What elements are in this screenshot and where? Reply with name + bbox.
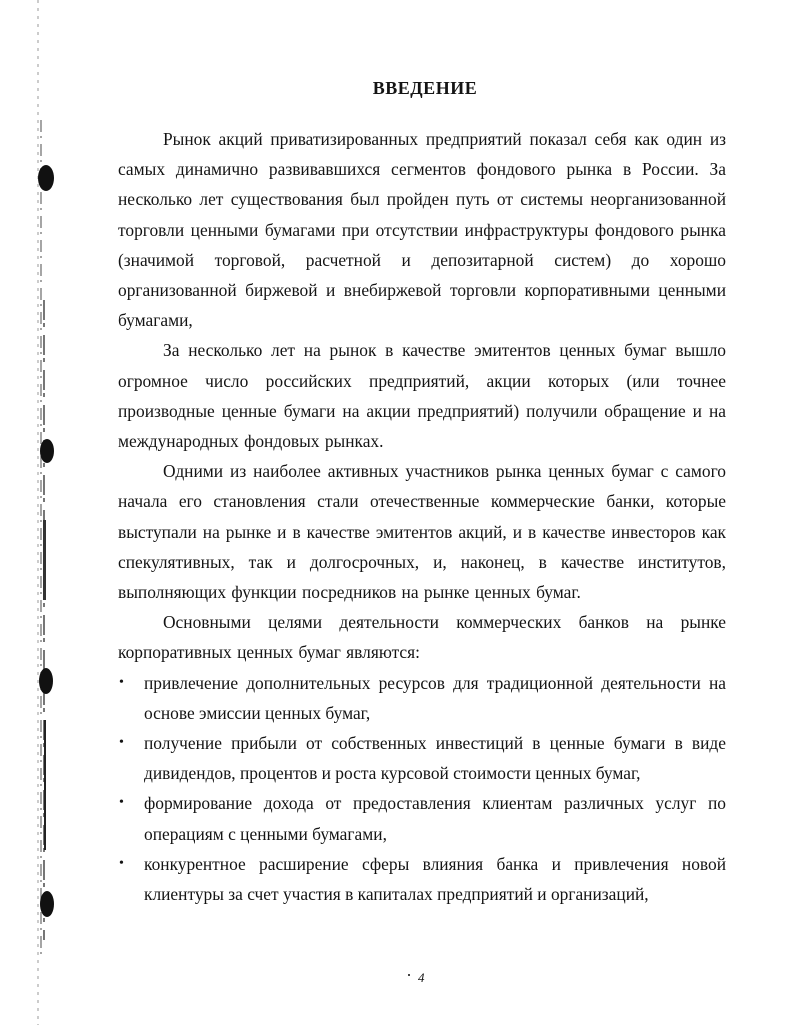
scan-margin-artifacts [0, 0, 70, 1025]
paragraph-1: Рынок акций приватизированных предприятий показал себя как один из самых динамично развивавшихся сегментов фондового рынка в России. За несколько лет существования был пройден путь от системы неорганизованной торговли ценными бумагами при отсутствии инфраструктуры фондового рынка (значимой торговой, расчетной и депозитарной систем) до хорошо организованной биржевой и внебиржевой торговли корпоративными ценными бумагами, [118, 129, 726, 331]
bullet-icon: • [119, 855, 124, 871]
list-item-text: привлечение дополнительных ресурсов для традиционной деятельности на основе эмиссии ценных бумаг, [144, 672, 726, 723]
bullet-icon: • [119, 795, 124, 811]
list-item [119, 788, 726, 848]
page-number: 4 [418, 970, 425, 985]
bullet-icon: • [119, 735, 124, 751]
scan-speck [408, 974, 410, 976]
list-item-text: формирование дохода от предоставления клиентам различных услуг по операциям с ценными бумагами, [144, 793, 726, 844]
paragraph-2: За несколько лет на рынок в качестве эмитентов ценных бумаг вышло огромное число российских предприятий, акции которых (или точнее производные ценные бумаги на акции предприятий) получили обращение и на международных фондовых рынках. [118, 340, 726, 452]
document-page [118, 78, 726, 909]
goals-list [118, 668, 726, 910]
list-item [119, 728, 726, 788]
list-item [119, 849, 726, 909]
list-item-text: получение прибыли от собственных инвестиций в ценные бумаги в виде дивидендов, процентов и роста курсовой стоимости ценных бумаг, [144, 733, 726, 784]
paragraph-3: Одними из наиболее активных участников рынка ценных бумаг с самого начала его становления стали отечественные коммерческие банки, которые выступали на рынке и в качестве эмитентов акций, и в качестве инвесторов как спекулятивных, так и долгосрочных, и, наконец, в качестве институтов, выполняющих функции посредников на рынке ценных бумаг. [118, 461, 726, 603]
bullet-icon: • [119, 674, 124, 690]
page-title: ВВЕДЕНИЕ [372, 78, 478, 98]
list-item [119, 668, 726, 728]
list-item-text: конкурентное расширение сферы влияния банка и привлечения новой клиентуры за счет участия в капиталах предприятий и организаций, [144, 853, 726, 905]
paragraph-4: Основными целями деятельности коммерческих банков на рынке корпоративных ценных бумаг являются: [118, 612, 726, 663]
